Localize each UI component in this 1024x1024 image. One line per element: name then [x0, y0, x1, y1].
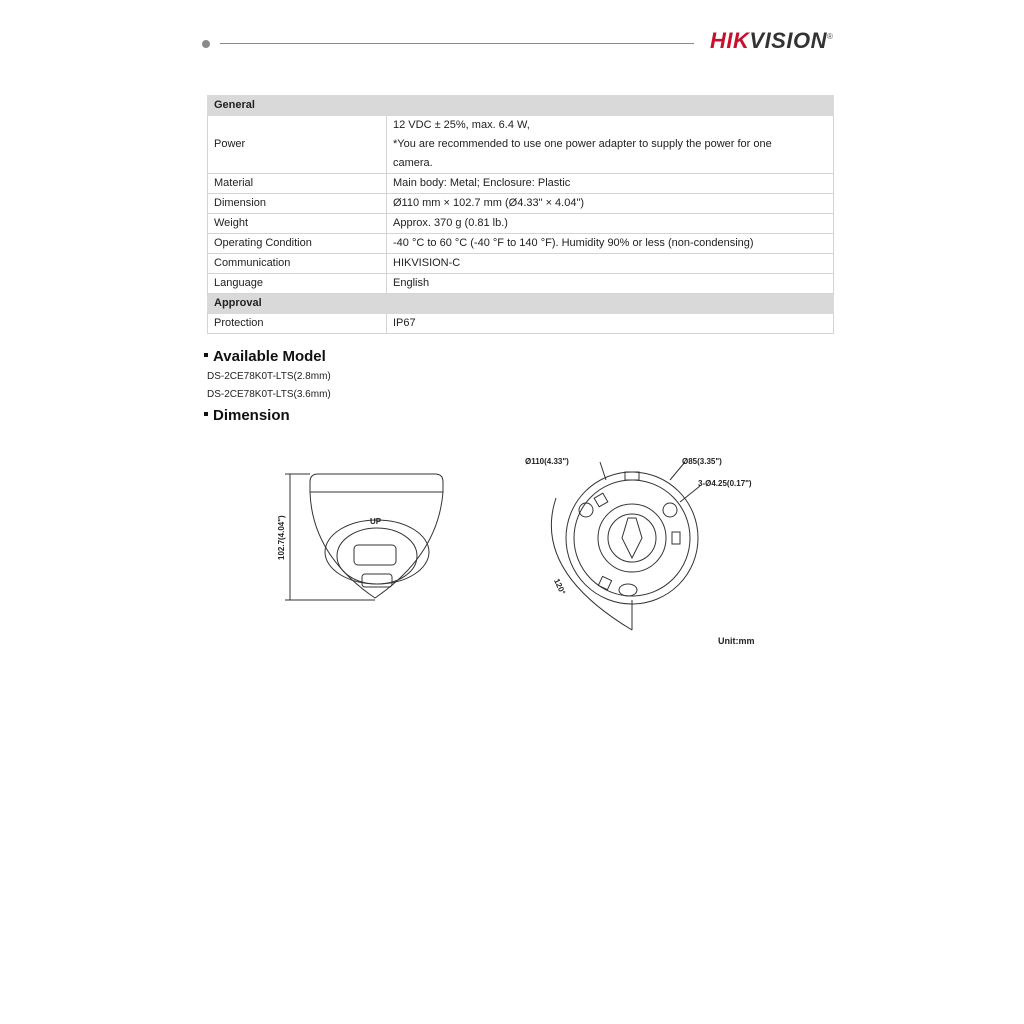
dimension-heading: Dimension — [204, 407, 290, 424]
spec-label: Operating Condition — [208, 234, 387, 254]
spec-table — [207, 95, 834, 334]
bullet-square — [204, 412, 208, 416]
spec-label: Material — [208, 174, 387, 194]
header-dot — [202, 40, 210, 48]
spec-label: Weight — [208, 214, 387, 234]
table-row — [208, 194, 834, 214]
camera-side-view — [285, 474, 443, 600]
model-item: DS-2CE78K0T-LTS(2.8mm) — [207, 371, 331, 382]
height-dimension-label: 102.7(4.04") — [277, 515, 286, 560]
dimension-drawing — [270, 440, 760, 650]
table-row — [208, 254, 834, 274]
spec-value: English — [387, 274, 834, 294]
spec-value: Ø110 mm × 102.7 mm (Ø4.33" × 4.04") — [387, 194, 834, 214]
section-row-approval — [208, 294, 834, 314]
unit-label: Unit:mm — [718, 636, 755, 646]
power-line-3: camera. — [393, 157, 433, 169]
spec-value: IP67 — [387, 314, 834, 334]
up-marker-label: UP — [370, 517, 382, 526]
table-row-power — [208, 116, 834, 174]
hikvision-logo: HIKVISION® — [710, 28, 834, 53]
section-row-general — [208, 96, 834, 116]
inner-diameter-label: Ø85(3.35") — [682, 457, 722, 466]
table-row — [208, 174, 834, 194]
power-line-2: *You are recommended to use one power adapter to supply the power for one — [393, 138, 772, 150]
outer-diameter-label: Ø110(4.33") — [525, 457, 569, 466]
spec-label: Communication — [208, 254, 387, 274]
bullet-square — [204, 353, 208, 357]
table-row — [208, 214, 834, 234]
spec-label: Power — [208, 116, 387, 174]
table-row — [208, 234, 834, 254]
spec-label: Dimension — [208, 194, 387, 214]
model-item: DS-2CE78K0T-LTS(3.6mm) — [207, 389, 331, 400]
angle-label: 120° — [552, 577, 568, 597]
spec-value: Main body: Metal; Enclosure: Plastic — [387, 174, 834, 194]
section-heading-general: General — [208, 96, 834, 116]
section-heading-approval: Approval — [208, 294, 834, 314]
spec-label: Protection — [208, 314, 387, 334]
table-row-protection — [208, 314, 834, 334]
spec-value: Approx. 370 g (0.81 lb.) — [387, 214, 834, 234]
spec-value: HIKVISION-C — [387, 254, 834, 274]
spec-label: Language — [208, 274, 387, 294]
mounting-holes-label: 3-Ø4.25(0.17") — [698, 479, 752, 488]
header-rule — [220, 43, 694, 44]
spec-value — [387, 116, 834, 174]
available-model-heading: Available Model — [204, 348, 326, 365]
spec-value: -40 °C to 60 °C (-40 °F to 140 °F). Humidity 90% or less (non-condensing) — [387, 234, 834, 254]
power-line-1: 12 VDC ± 25%, max. 6.4 W, — [393, 119, 530, 131]
table-row — [208, 274, 834, 294]
camera-top-view — [551, 462, 700, 630]
